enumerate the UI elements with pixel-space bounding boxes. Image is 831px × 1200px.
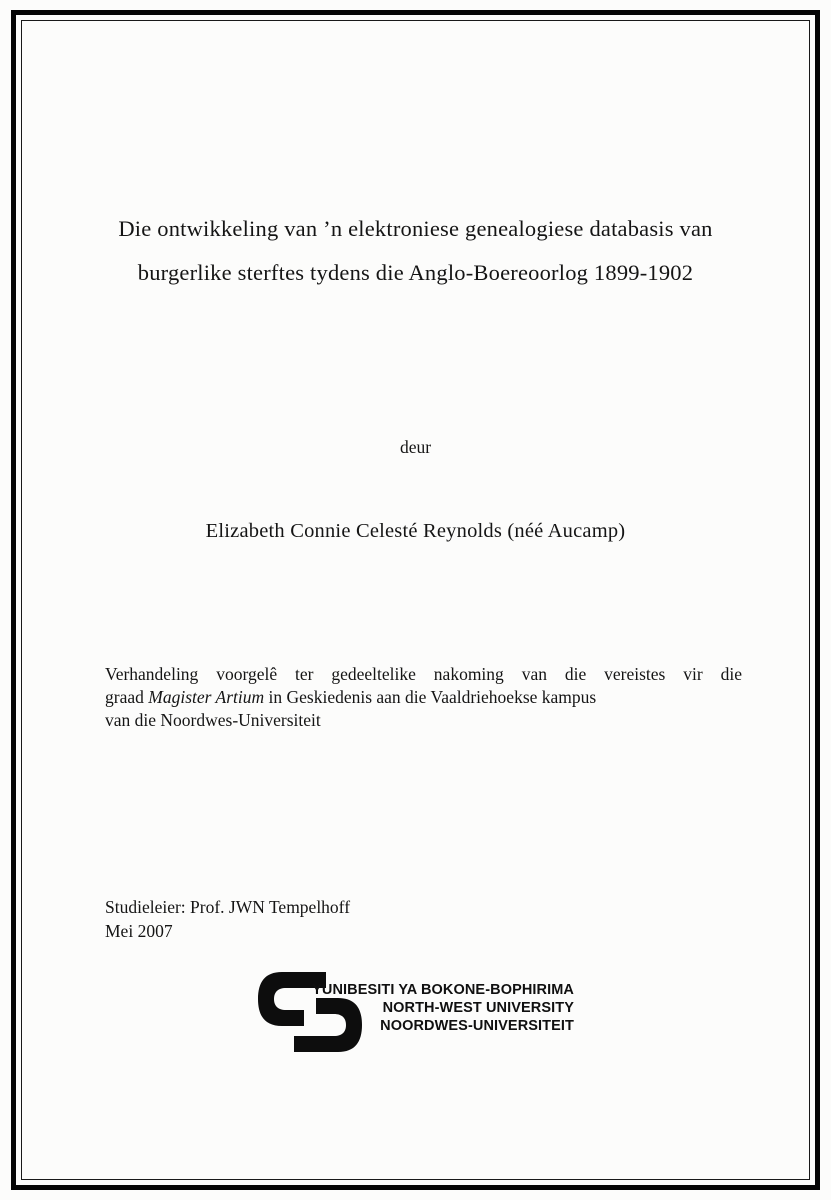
supervisor-block [105, 895, 350, 943]
date-line: Mei 2007 [105, 921, 173, 941]
degree-statement-line2-prefix: graad [105, 687, 149, 707]
byline-deur: deur [399, 437, 432, 457]
degree-statement-line2-suffix: in Geskiedenis aan die Vaaldriehoekse kampus [264, 687, 597, 707]
degree-statement-line2 [105, 686, 742, 709]
nwu-logo [256, 970, 576, 1056]
degree-statement [105, 663, 742, 732]
thesis-title-line2: burgerlike sterftes tydens die Anglo-Boereoorlog 1899-1902 [137, 260, 694, 285]
thesis-title [45, 207, 786, 295]
degree-statement-line3: van die Noordwes-Universiteit [105, 710, 321, 730]
nwu-logo-text-line1: YUNIBESITI YA BOKONE-BOPHIRIMA [312, 982, 574, 998]
nwu-logo-text-line2: NORTH-WEST UNIVERSITY [382, 1000, 574, 1016]
nwu-logo-text-line3: NOORDWES-UNIVERSITEIT [380, 1018, 574, 1034]
author-name: Elizabeth Connie Celesté Reynolds (néé Aucamp) [205, 520, 626, 542]
supervisor-line: Studieleier: Prof. JWN Tempelhoff [105, 897, 351, 917]
thesis-title-line1: Die ontwikkeling van ’n elektroniese genealogiese databasis van [118, 216, 713, 241]
nwu-logo-text [274, 981, 574, 1035]
degree-name-italic: Magister Artium [148, 687, 265, 707]
degree-statement-line1: Verhandeling voorgelê ter gedeeltelike nakoming van die vereistes vir die [105, 664, 742, 684]
